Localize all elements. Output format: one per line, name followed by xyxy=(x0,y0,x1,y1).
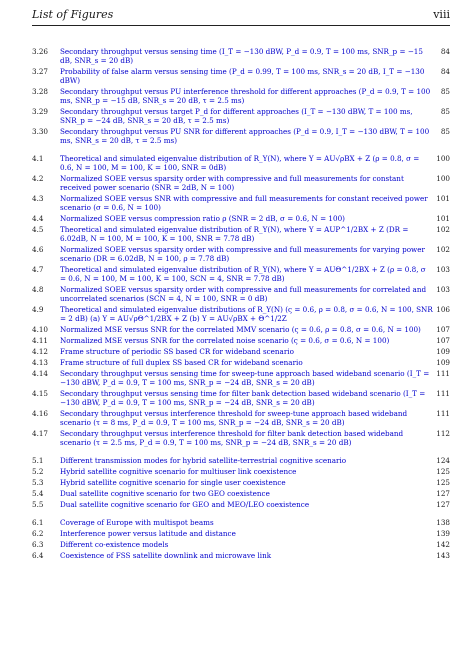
figure-title-link[interactable]: Secondary throughput versus sensing time for filter bank detection based wideband scenario (I_T = −130 dBW, P_d = 0.9, T = 100 ms, SNR_p = −24 dB, SNR_s = 20 dB) xyxy=(60,389,426,407)
figure-entry[interactable] xyxy=(32,245,450,263)
figure-number: 5.1 xyxy=(32,456,44,465)
page-number: viii xyxy=(433,8,450,21)
figure-title-link[interactable]: Interference power versus latitude and distance xyxy=(60,529,236,538)
figure-number: 4.9 xyxy=(32,305,44,314)
figure-title-link[interactable]: Normalized SOEE versus sparsity order with compressive and full measurements for correlated and uncorrelated scenarios (SCN = 4, N = 100, SNR = 0 dB) xyxy=(60,285,427,303)
figure-entry[interactable] xyxy=(32,518,450,527)
figure-page-number: 111 xyxy=(436,389,450,398)
figure-title-link[interactable]: Secondary throughput versus interference threshold for filter bank detection based wideband scenario (τ = 2.5 ms, P_d = 0.9, T = 100 ms, SNR_p = −24 dB, SNR_s = 20 dB) xyxy=(60,429,404,447)
figure-entry[interactable] xyxy=(32,336,450,345)
figure-number: 4.4 xyxy=(32,214,44,223)
figure-entry[interactable] xyxy=(32,429,450,447)
figure-page-number: 85 xyxy=(440,127,450,136)
figure-title-link[interactable]: Normalized SOEE versus SNR with compressive and full measurements for constant received power scenario (σ = 0.6, N = 100) xyxy=(60,194,428,212)
figure-title-link[interactable]: Normalized SOEE versus compression ratio ρ (SNR = 2 dB, σ = 0.6, N = 100) xyxy=(60,214,345,223)
figure-entry[interactable] xyxy=(32,265,450,283)
figure-number: 5.5 xyxy=(32,500,44,509)
figure-title-link[interactable]: Coverage of Europe with multispot beams xyxy=(60,518,214,527)
figure-entry[interactable] xyxy=(32,529,450,538)
figure-title-link[interactable]: Probability of false alarm versus sensing time (P_d = 0.99, T = 100 ms, SNR_s = 20 dB, I_T = −130 dBW) xyxy=(60,67,425,85)
figure-entry[interactable] xyxy=(32,225,450,243)
figure-title-link[interactable]: Theoretical and simulated eigenvalue distribution of R_Y(N), where Y = AU√ρBX + Z (ρ = 0.8, σ = 0.6, N = 100, M = 100, K = 100, SNR = 0dB) xyxy=(60,154,420,172)
figure-entry[interactable] xyxy=(32,409,450,427)
figure-title-link[interactable]: Normalized SOEE versus sparsity order with compressive and full measurements for varying power scenario (DR = 6.02dB, N = 100, ρ = 7.78 dB) xyxy=(60,245,425,263)
figure-number: 4.3 xyxy=(32,194,44,203)
figure-page-number: 109 xyxy=(436,358,450,367)
figure-entry[interactable] xyxy=(32,551,450,560)
figure-entry[interactable] xyxy=(32,467,450,476)
figure-page-number: 101 xyxy=(436,214,450,223)
figure-entry[interactable] xyxy=(32,489,450,498)
figure-page-number: 84 xyxy=(440,47,450,56)
figure-page-number: 111 xyxy=(436,369,450,378)
figure-number: 4.17 xyxy=(32,429,49,438)
figure-page-number: 102 xyxy=(436,225,450,234)
section-gap xyxy=(32,511,450,518)
figure-number: 4.2 xyxy=(32,174,44,183)
figure-page-number: 112 xyxy=(436,429,450,438)
figure-title-link[interactable]: Hybrid satellite cognitive scenario for multiuser link coexistence xyxy=(60,467,297,476)
figure-page-number: 127 xyxy=(436,500,450,509)
section-gap xyxy=(32,449,450,456)
figure-page-number: 100 xyxy=(436,154,450,163)
header-rule xyxy=(32,25,450,26)
figure-entry[interactable] xyxy=(32,347,450,356)
figure-title-link[interactable]: Different co-existence models xyxy=(60,540,169,549)
figure-page-number: 102 xyxy=(436,245,450,254)
figure-entry[interactable] xyxy=(32,154,450,172)
figure-page-number: 106 xyxy=(436,305,450,314)
figure-page-number: 127 xyxy=(436,489,450,498)
figure-number: 3.27 xyxy=(32,67,49,76)
figure-entry[interactable] xyxy=(32,127,450,145)
figure-number: 5.2 xyxy=(32,467,44,476)
figure-page-number: 138 xyxy=(436,518,450,527)
figure-number: 6.2 xyxy=(32,529,44,538)
figure-title-link[interactable]: Normalized MSE versus SNR for the correlated MMV scenario (ς = 0.6, ρ = 0.8, σ = 0.6, N = 100) xyxy=(60,325,421,334)
page-header xyxy=(32,8,450,26)
figure-number: 6.3 xyxy=(32,540,44,549)
figure-entry[interactable] xyxy=(32,305,450,323)
figure-entry[interactable] xyxy=(32,500,450,509)
figure-number: 4.5 xyxy=(32,225,44,234)
figure-number: 6.1 xyxy=(32,518,44,527)
running-header-title: List of Figures xyxy=(32,8,114,21)
figure-page-number: 109 xyxy=(436,347,450,356)
figure-title-link[interactable]: Coexistence of FSS satellite downlink and microwave link xyxy=(60,551,272,560)
figure-entry[interactable] xyxy=(32,214,450,223)
figure-page-number: 107 xyxy=(436,325,450,334)
figure-number: 3.30 xyxy=(32,127,49,136)
figure-entry[interactable] xyxy=(32,87,450,105)
figure-number: 4.14 xyxy=(32,369,49,378)
figure-number: 5.4 xyxy=(32,489,44,498)
figure-number: 4.13 xyxy=(32,358,49,367)
figure-page-number: 111 xyxy=(436,409,450,418)
figure-page-number: 85 xyxy=(440,107,450,116)
figure-title-link[interactable]: Secondary throughput versus PU SNR for different approaches (P_d = 0.9, I_T = −130 dBW, T = 100 ms, SNR_s = 20 dB, τ = 2.5 ms) xyxy=(60,127,430,145)
figure-page-number: 125 xyxy=(436,478,450,487)
figure-number: 3.26 xyxy=(32,47,49,56)
figure-number: 4.7 xyxy=(32,265,44,274)
figure-number: 4.11 xyxy=(32,336,49,345)
section-gap xyxy=(32,147,450,154)
figure-title-link[interactable]: Theoretical and simulated eigenvalue distribution of R_Y(N), where Y = AUP^1/2BX + Z (DR = 6.02dB, N = 100, M = 100, K = 100, SNR = 7.78 dB) xyxy=(60,225,409,243)
figure-title-link[interactable]: Secondary throughput versus interference threshold for sweep-tune approach based wideband scenario (τ = 8 ms, P_d = 0.9, T = 100 ms, SNR_p = −24 dB, SNR_s = 20 dB) xyxy=(60,409,408,427)
figure-entry[interactable] xyxy=(32,107,450,125)
figure-entry[interactable] xyxy=(32,358,450,367)
figure-page-number: 103 xyxy=(436,285,450,294)
figure-number: 4.6 xyxy=(32,245,44,254)
figure-title-link[interactable]: Different transmission modes for hybrid satellite-terrestrial cognitive scenario xyxy=(60,456,347,465)
figure-number: 6.4 xyxy=(32,551,44,560)
figure-entry[interactable] xyxy=(32,285,450,303)
figure-title-link[interactable]: Hybrid satellite cognitive scenario for single user coexistence xyxy=(60,478,286,487)
figure-number: 4.12 xyxy=(32,347,49,356)
figure-title-link[interactable]: Theoretical and simulated eigenvalue distributions of R_Y(N) (ς = 0.6, ρ = 0.8, σ = 0.6, N = 100, SNR = 2 dB) (a) Y = AU√ρΘ^1/2BX + Z (b) Y = AU√ρBX + Θ^1/2Z xyxy=(60,305,433,323)
figure-title-link[interactable]: Frame structure of full duplex SS based CR for wideband scenario xyxy=(60,358,303,367)
figure-page-number: 101 xyxy=(436,194,450,203)
figure-title-link[interactable]: Normalized SOEE versus sparsity order with compressive and full measurements for constant received power scenario (SNR = 2dB, N = 100) xyxy=(60,174,404,192)
list-of-figures xyxy=(32,47,450,562)
figure-entry[interactable] xyxy=(32,47,450,65)
figure-page-number: 124 xyxy=(436,456,450,465)
figure-page-number: 84 xyxy=(440,67,450,76)
figure-number: 4.8 xyxy=(32,285,44,294)
figure-number: 4.15 xyxy=(32,389,49,398)
figure-entry[interactable] xyxy=(32,67,450,85)
figure-page-number: 107 xyxy=(436,336,450,345)
figure-number: 4.10 xyxy=(32,325,49,334)
figure-entry[interactable] xyxy=(32,389,450,407)
figure-number: 5.3 xyxy=(32,478,44,487)
figure-number: 3.28 xyxy=(32,87,49,96)
figure-page-number: 143 xyxy=(436,551,450,560)
figure-page-number: 85 xyxy=(440,87,450,96)
figure-number: 3.29 xyxy=(32,107,49,116)
figure-title-link[interactable]: Dual satellite cognitive scenario for two GEO coexistence xyxy=(60,489,270,498)
figure-title-link[interactable]: Secondary throughput versus target P_d for different approaches (I_T = −130 dBW, T = 100 ms, SNR_p = −24 dB, SNR_s = 20 dB, τ = 2.5 ms) xyxy=(60,107,413,125)
figure-entry[interactable] xyxy=(32,194,450,212)
figure-page-number: 100 xyxy=(436,174,450,183)
figure-page-number: 103 xyxy=(436,265,450,274)
figure-title-link[interactable]: Secondary throughput versus sensing time for sweep-tune approach based wideband scenario (I_T = −130 dBW, P_d = 0.9, T = 100 ms, SNR_p = −24 dB, SNR_s = 20 dB) xyxy=(60,369,430,387)
figure-page-number: 142 xyxy=(436,540,450,549)
figure-number: 4.1 xyxy=(32,154,44,163)
figure-page-number: 125 xyxy=(436,467,450,476)
figure-title-link[interactable]: Theoretical and simulated eigenvalue distribution of R_Y(N), where Y = AUΘ^1/2BX + Z (ρ = 0.8, σ = 0.6, N = 100, M = 100, K = 100, SCN = 4, SNR = 7.78 dB) xyxy=(60,265,426,283)
figure-entry[interactable] xyxy=(32,174,450,192)
figure-entry[interactable] xyxy=(32,540,450,549)
figure-title-link[interactable]: Frame structure of periodic SS based CR for wideband scenario xyxy=(60,347,294,356)
figure-title-link[interactable]: Normalized MSE versus SNR for the correlated noise scenario (ς = 0.6, σ = 0.6, N = 100) xyxy=(60,336,390,345)
figure-title-link[interactable]: Secondary throughput versus PU interference threshold for different approaches (P_d = 0.9, T = 100 ms, SNR_p = −15 dB, SNR_s = 20 dB, τ = 2.5 ms) xyxy=(60,87,431,105)
figure-entry[interactable] xyxy=(32,456,450,465)
figure-entry[interactable] xyxy=(32,478,450,487)
figure-page-number: 139 xyxy=(436,529,450,538)
figure-number: 4.16 xyxy=(32,409,49,418)
figure-title-link[interactable]: Secondary throughput versus sensing time (I_T = −130 dBW, P_d = 0.9, T = 100 ms, SNR_p = −15 dB, SNR_s = 20 dB) xyxy=(60,47,423,65)
figure-entry[interactable] xyxy=(32,369,450,387)
figure-title-link[interactable]: Dual satellite cognitive scenario for GEO and MEO/LEO coexistence xyxy=(60,500,310,509)
figure-entry[interactable] xyxy=(32,325,450,334)
